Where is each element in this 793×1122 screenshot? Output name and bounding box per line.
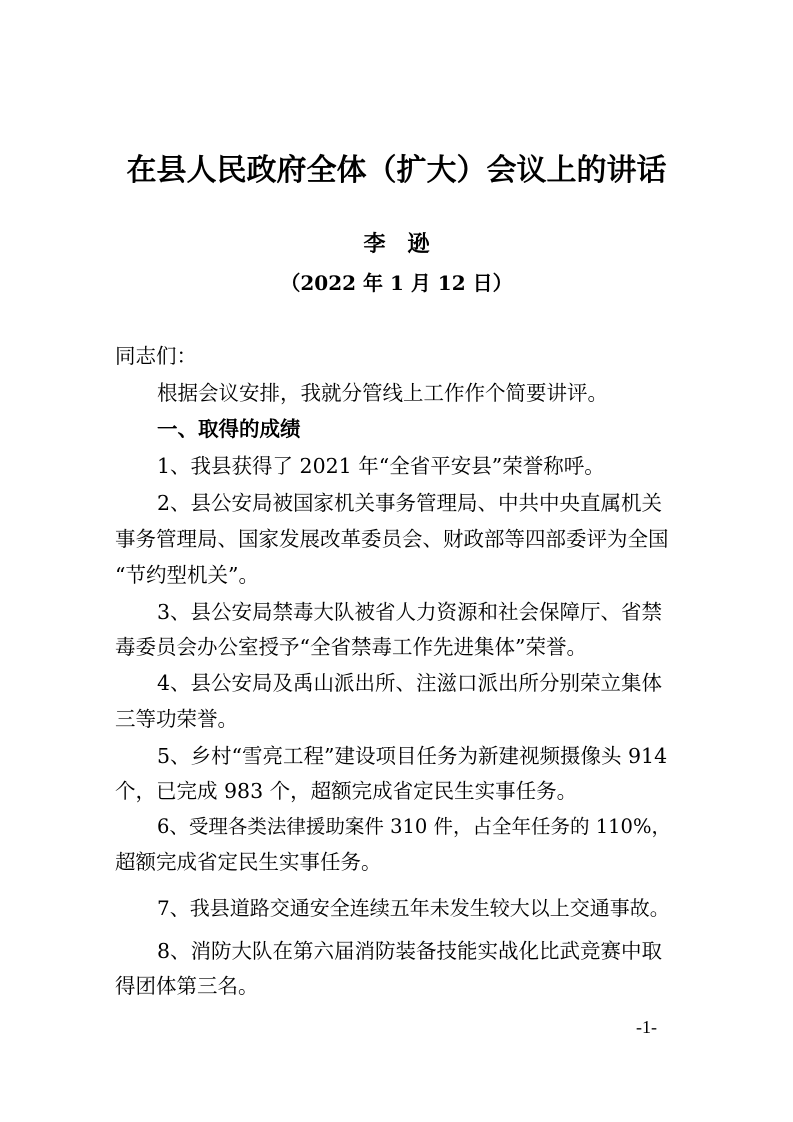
salutation: 同志们： [115,344,197,368]
page-number: -1- [636,1017,657,1037]
achievement-item-4-line-2: 三等功荣誉。 [115,707,238,731]
page-title: 在县人民政府全体（扩大）会议上的讲话 [126,153,667,188]
achievement-item-6-line-2: 超额完成省定民生实事任务。 [115,850,382,874]
speech-date: （2022 年 1 月 12 日） [280,271,513,295]
achievement-item-5-line-1: 5、乡村“雪亮工程”建设项目任务为新建视频摄像头 914 [157,744,668,768]
achievement-item-2-line-1: 2、县公安局被国家机关事务管理局、中共中央直属机关 [157,491,663,515]
intro-paragraph: 根据会议安排，我就分管线上工作作个简要讲评。 [157,381,608,405]
achievement-item-8-line-1: 8、消防大队在第六届消防装备技能实战化比武竞赛中取 [157,939,663,963]
achievement-item-3-line-1: 3、县公安局禁毒大队被省人力资源和社会保障厅、省禁 [157,600,663,624]
achievement-item-7-line-1: 7、我县道路交通安全连续五年未发生较大以上交通事故。 [157,896,670,920]
achievement-item-2-line-3: “节约型机关”。 [115,563,259,587]
achievement-item-5-line-2: 个，已完成 983 个，超额完成省定民生实事任务。 [115,779,578,803]
section-heading: 一、取得的成绩 [157,417,301,441]
author-name: 李 逊 [363,231,430,257]
achievement-item-2-line-2: 事务管理局、国家发展改革委员会、财政部等四部委评为全国 [115,527,669,551]
achievement-item-8-line-2: 得团体第三名。 [115,974,259,998]
achievement-item-6-line-1: 6、受理各类法律援助案件 310 件，占全年任务的 110%， [157,815,671,838]
achievement-item-3-line-2: 毒委员会办公室授予“全省禁毒工作先进集体”荣誉。 [115,635,587,659]
achievement-item-4-line-1: 4、县公安局及禹山派出所、注滋口派出所分别荣立集体 [157,671,663,695]
achievement-item-1-line-1: 1、我县获得了 2021 年“全省平安县”荣誉称呼。 [157,454,605,478]
